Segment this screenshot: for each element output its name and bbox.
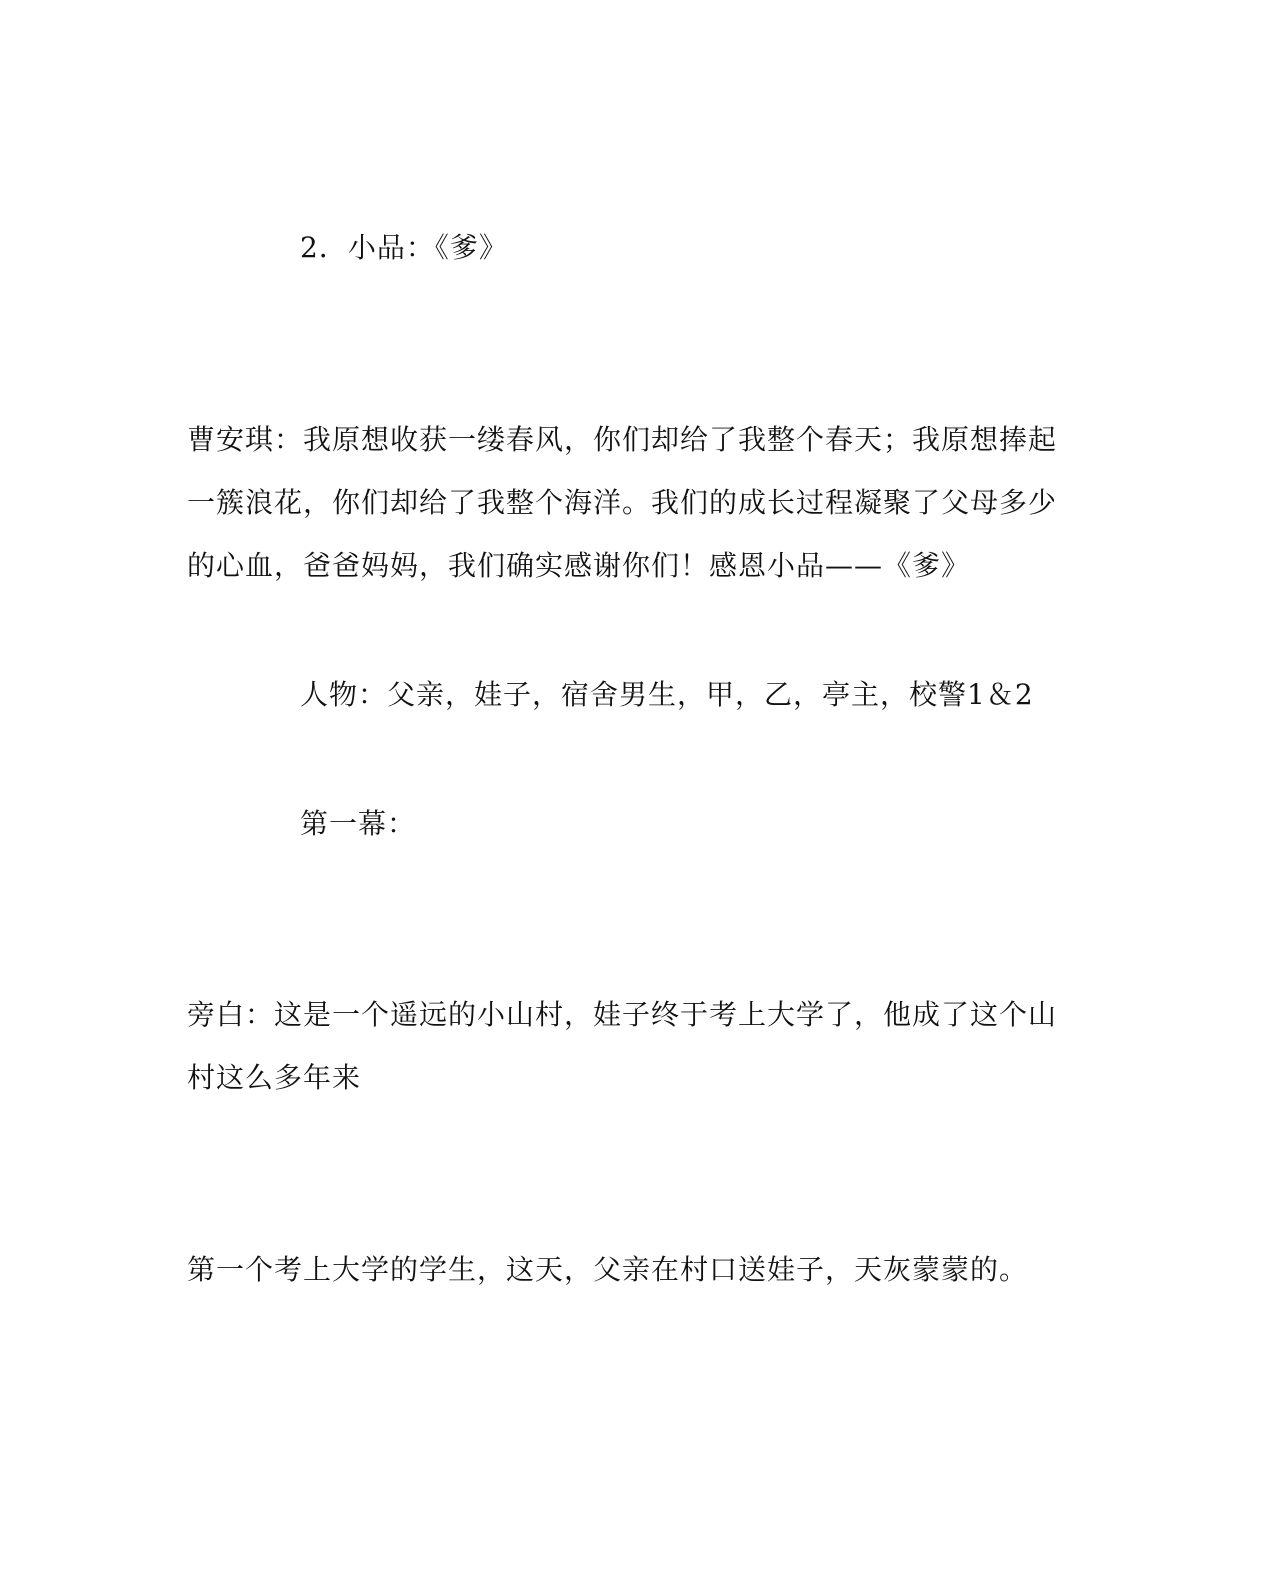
act-heading: 第一幕：	[300, 807, 417, 840]
intro-line: 的心血，爸爸妈妈，我们确实感谢你们！感恩小品——《爹》	[187, 549, 971, 582]
characters-line: 人物：父亲，娃子，宿舍男生，甲，乙，亭主，校警1＆2	[300, 678, 1034, 711]
narration-line: 村这么多年来	[187, 1061, 362, 1094]
narration-line: 旁白：这是一个遥远的小山村，娃子终于考上大学了，他成了这个山	[187, 998, 1058, 1031]
intro-paragraph	[187, 408, 1057, 597]
narration-paragraph	[187, 983, 1057, 1109]
intro-line: 曹安琪：我原想收获一缕春风，你们却给了我整个春天；我原想捧起	[187, 423, 1058, 456]
narration-continued: 第一个考上大学的学生，这天，父亲在村口送娃子，天灰蒙蒙的。	[187, 1253, 1029, 1286]
intro-line: 一簇浪花，你们却给了我整个海洋。我们的成长过程凝聚了父母多少	[187, 486, 1058, 519]
section-title: 2．小品：《爹》	[300, 231, 508, 264]
